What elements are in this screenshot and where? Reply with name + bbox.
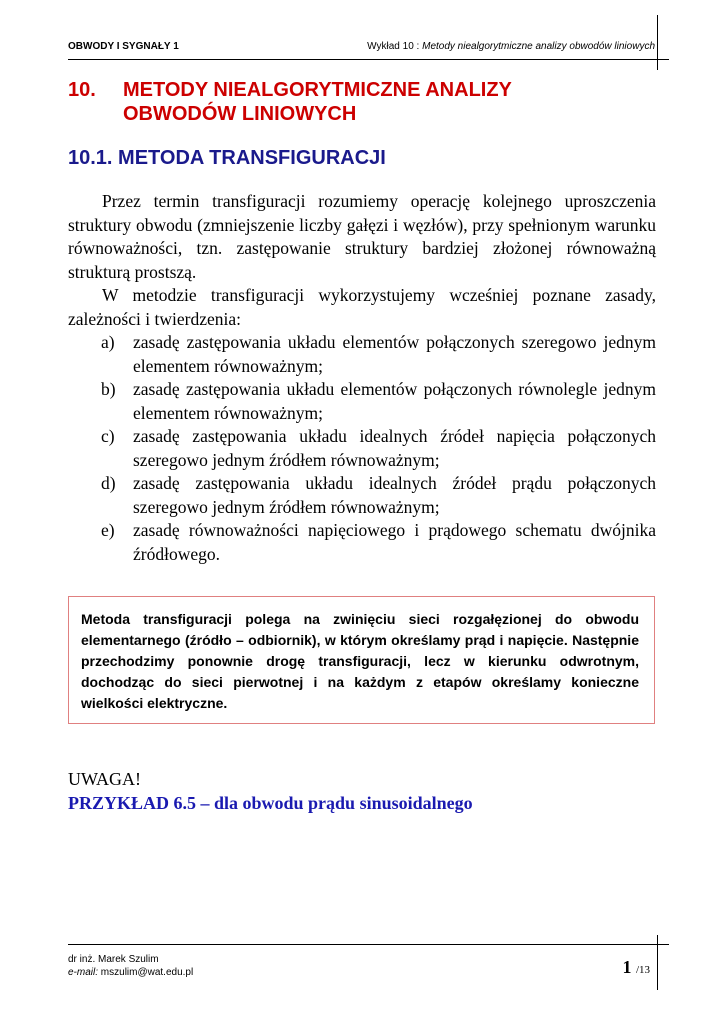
list-label: a) xyxy=(101,332,115,352)
chapter-number: 10. xyxy=(68,79,96,101)
lecture-subject: Metody niealgorytmiczne analizy obwodów liniowych xyxy=(422,41,655,52)
list-text: zasadę zastępowania układu idealnych źródeł napięcia połączonych szeregowo jednym źródłem równoważnym; xyxy=(133,426,656,470)
chapter-title: METODY NIEALGORYTMICZNE ANALIZY OBWODÓW LINIOWYCH xyxy=(123,79,512,125)
page-footer xyxy=(68,953,193,979)
email-label: e-mail: xyxy=(68,967,99,978)
margin-tick-top xyxy=(655,59,669,60)
page-number xyxy=(622,957,650,978)
page-header xyxy=(68,37,655,60)
list-label: b) xyxy=(101,379,116,399)
list-text: zasadę równoważności napięciowego i prądowego schematu dwójnika źródłowego. xyxy=(133,520,656,564)
body-text xyxy=(68,190,656,566)
author-email-line xyxy=(68,966,193,979)
summary-box xyxy=(68,596,655,724)
section-heading: 10.1. METODA TRANSFIGURACJI xyxy=(68,147,386,169)
list-item xyxy=(68,331,656,378)
list-text: zasadę zastępowania układu elementów połączonych równolegle jednym elementem równoważnym; xyxy=(133,379,656,423)
list-text: zasadę zastępowania układu elementów połączonych szeregowo jednym elementem równoważnym; xyxy=(133,332,656,376)
course-title: OBWODY I SYGNAŁY 1 xyxy=(68,41,179,52)
list-item xyxy=(68,472,656,519)
paragraph-1: Przez termin transfiguracji rozumiemy operację kolejnego uproszczenia struktury obwodu (zmniejszenie liczby gałęzi i węzłów), przy spełnionym warunku równoważności, tzn. zastępowanie struktury bardziej złożonej równoważną strukturą prostszą. xyxy=(68,191,656,282)
list-label: e) xyxy=(101,520,115,540)
example-reference: PRZYKŁAD 6.5 – dla obwodu prądu sinusoidalnego xyxy=(68,793,473,813)
list-label: c) xyxy=(101,426,115,446)
lecture-title xyxy=(367,41,655,52)
principles-list xyxy=(68,331,656,566)
margin-line-top xyxy=(657,15,658,70)
author-name: dr inż. Marek Szulim xyxy=(68,954,159,965)
lecture-prefix: Wykład 10 : xyxy=(367,41,423,52)
list-label: d) xyxy=(101,473,116,493)
total-pages: /13 xyxy=(635,964,650,976)
paragraph-2: W metodzie transfiguracji wykorzystujemy wcześniej poznane zasady, zależności i twierdzenia: xyxy=(68,285,656,329)
current-page: 1 xyxy=(622,957,632,977)
note-label: UWAGA! xyxy=(68,769,141,789)
summary-text: Metoda transfiguracji polega na zwinięciu sieci rozgałęzionej do obwodu elementarnego (źródło – odbiornik), w którym określamy prąd i napięcie. Następnie przechodzimy ponownie drogę transfiguracji, lecz w kierunku odwrotnym, dochodząc do sieci pierwotnej i na każdym z etapów określamy konieczne wielkości elektryczne. xyxy=(81,611,639,711)
footer-divider xyxy=(68,944,655,945)
author-email: mszulim@wat.edu.pl xyxy=(100,967,194,978)
list-item xyxy=(68,378,656,425)
list-item xyxy=(68,519,656,566)
list-item xyxy=(68,425,656,472)
list-text: zasadę zastępowania układu idealnych źródeł prądu połączonych szeregowo jednym źródłem równoważnym; xyxy=(133,473,656,517)
margin-tick-bottom xyxy=(655,944,669,945)
